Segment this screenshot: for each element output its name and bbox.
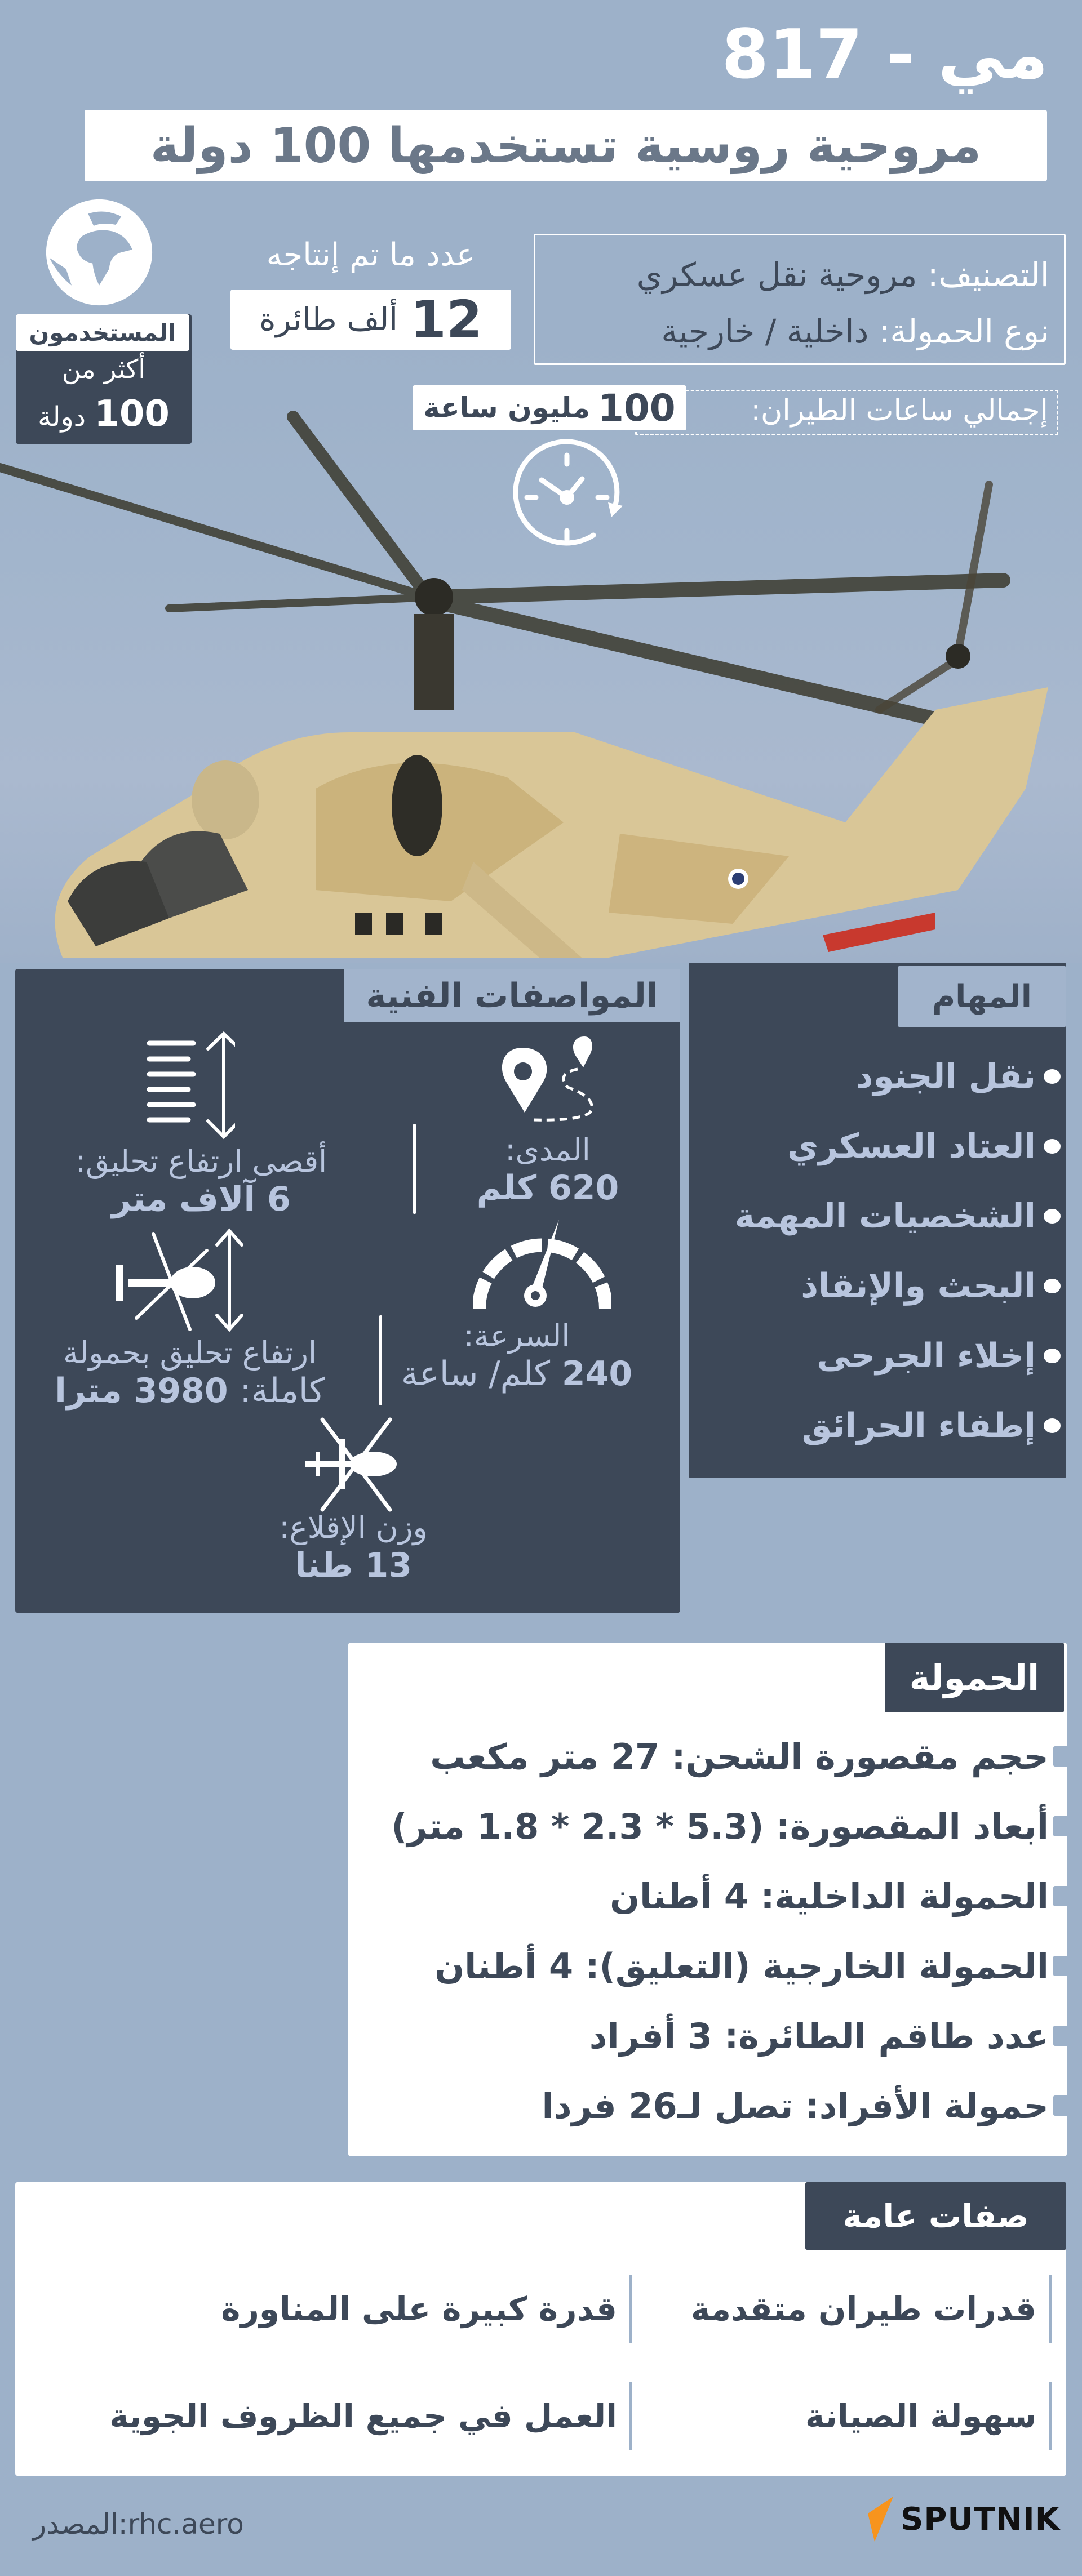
users-count-unit: دولة <box>38 401 86 433</box>
bullet-icon <box>1053 1886 1067 1906</box>
brand-name: SPUTNIK <box>901 2501 1061 2538</box>
flight-hours-label: إجمالي ساعات الطيران: <box>751 394 1048 428</box>
production-count <box>230 290 511 350</box>
bullet-icon <box>1044 1349 1061 1363</box>
bullet-icon <box>1044 1139 1061 1154</box>
specs-title: المواصفات الفنية <box>344 969 680 1022</box>
subtitle-banner <box>85 110 1047 181</box>
bullet-icon <box>1053 2095 1067 2116</box>
bullet-icon <box>1044 1209 1061 1224</box>
bullet-icon <box>1044 1279 1061 1293</box>
payload-item: الحمولة الداخلية: 4 أطنان <box>348 1861 1067 1931</box>
globe-icon <box>44 197 154 308</box>
spec-takeoff-weight: وزن الإقلاع: 13 طنا <box>279 1510 428 1585</box>
mission-item: البحث والإنقاذ <box>689 1251 1066 1321</box>
users-label: المستخدمون <box>16 314 189 351</box>
classification-type: التصنيف: مروحية نقل عسكري <box>636 256 1049 294</box>
payload-item: حجم مقصورة الشحن: 27 متر مكعب <box>348 1721 1067 1791</box>
users-card <box>16 314 192 444</box>
page-title: مي - 817 <box>721 16 1048 94</box>
payload-item: حمولة الأفراد: تصل لـ26 فردا <box>348 2071 1067 2141</box>
payload-item: عدد طاقم الطائرة: 3 أفراد <box>348 2001 1067 2071</box>
general-title: صفات عامة <box>805 2182 1066 2250</box>
payload-panel <box>348 1643 1067 2156</box>
flight-hours-unit: مليون ساعة <box>423 391 590 424</box>
bullet-icon <box>1053 1816 1067 1836</box>
production-number: 12 <box>410 290 482 350</box>
sputnik-arrow-icon <box>868 2497 896 2542</box>
mission-item: نقل الجنود <box>689 1042 1066 1111</box>
feature-item: قدرة كبيرة على المناورة <box>221 2275 632 2343</box>
mission-item: العتاد العسكري <box>689 1111 1066 1181</box>
bullet-icon <box>1053 2026 1067 2046</box>
sputnik-logo <box>868 2497 1065 2542</box>
bullet-icon <box>1044 1069 1061 1084</box>
bullet-icon <box>1053 1956 1067 1976</box>
mission-item: إطفاء الحرائق <box>689 1391 1066 1461</box>
payload-item: أبعاد المقصورة: (5.3 * 2.3 * 1.8 متر) <box>348 1791 1067 1861</box>
subtitle: مروحية روسية تستخدمها 100 دولة <box>150 117 982 174</box>
feature-item: قدرات طيران متقدمة <box>691 2275 1052 2343</box>
helicopter-topview-icon <box>300 1417 413 1512</box>
route-pin-icon <box>500 1036 601 1132</box>
feature-item: سهولة الصيانة <box>805 2382 1052 2450</box>
spec-speed: السرعة: 240 كلم/ ساعة <box>401 1318 633 1394</box>
users-more-than: أكثر من <box>61 354 146 384</box>
production-label: عدد ما تم إنتاجه <box>266 237 476 273</box>
feature-item: العمل في جميع الظروف الجوية <box>109 2382 632 2450</box>
flight-hours-number: 100 <box>597 386 676 430</box>
users-count-number: 100 <box>94 393 170 435</box>
bullet-icon <box>1044 1418 1061 1433</box>
payload-list <box>348 1721 1067 2141</box>
spec-divider <box>413 1124 416 1214</box>
flight-hours-value <box>413 385 686 430</box>
speedometer-icon <box>473 1220 611 1310</box>
bullet-icon <box>1053 1746 1067 1767</box>
hover-helicopter-icon <box>105 1228 252 1335</box>
general-features-panel <box>15 2182 1066 2476</box>
clock-icon <box>509 439 625 555</box>
altitude-icon <box>145 1031 235 1141</box>
source-credit: المصدر:rhc.aero <box>33 2508 244 2541</box>
classification-card <box>534 234 1066 365</box>
spec-divider <box>379 1315 382 1405</box>
payload-item: الحمولة الخارجية (التعليق): 4 أطنان <box>348 1931 1067 2001</box>
spec-range: المدى: 620 كلم <box>476 1132 619 1208</box>
spec-loaded-altitude: ارتفاع تحليق بحمولة كاملة: 3980 مترا <box>55 1335 325 1411</box>
production-unit: ألف طائرة <box>259 301 398 338</box>
missions-list <box>689 1042 1066 1461</box>
missions-title: المهام <box>898 966 1066 1027</box>
classification-payload-type: نوع الحمولة: داخلية / خارجية <box>661 312 1049 350</box>
technical-specs-panel <box>15 969 680 1613</box>
spec-max-altitude: أقصى ارتفاع تحليق: 6 آلاف متر <box>75 1144 327 1219</box>
payload-title: الحمولة <box>885 1643 1064 1712</box>
mission-item: إخلاء الجرحى <box>689 1321 1066 1391</box>
users-count <box>16 393 192 435</box>
missions-panel <box>689 963 1066 1478</box>
mission-item: الشخصيات المهمة <box>689 1181 1066 1251</box>
